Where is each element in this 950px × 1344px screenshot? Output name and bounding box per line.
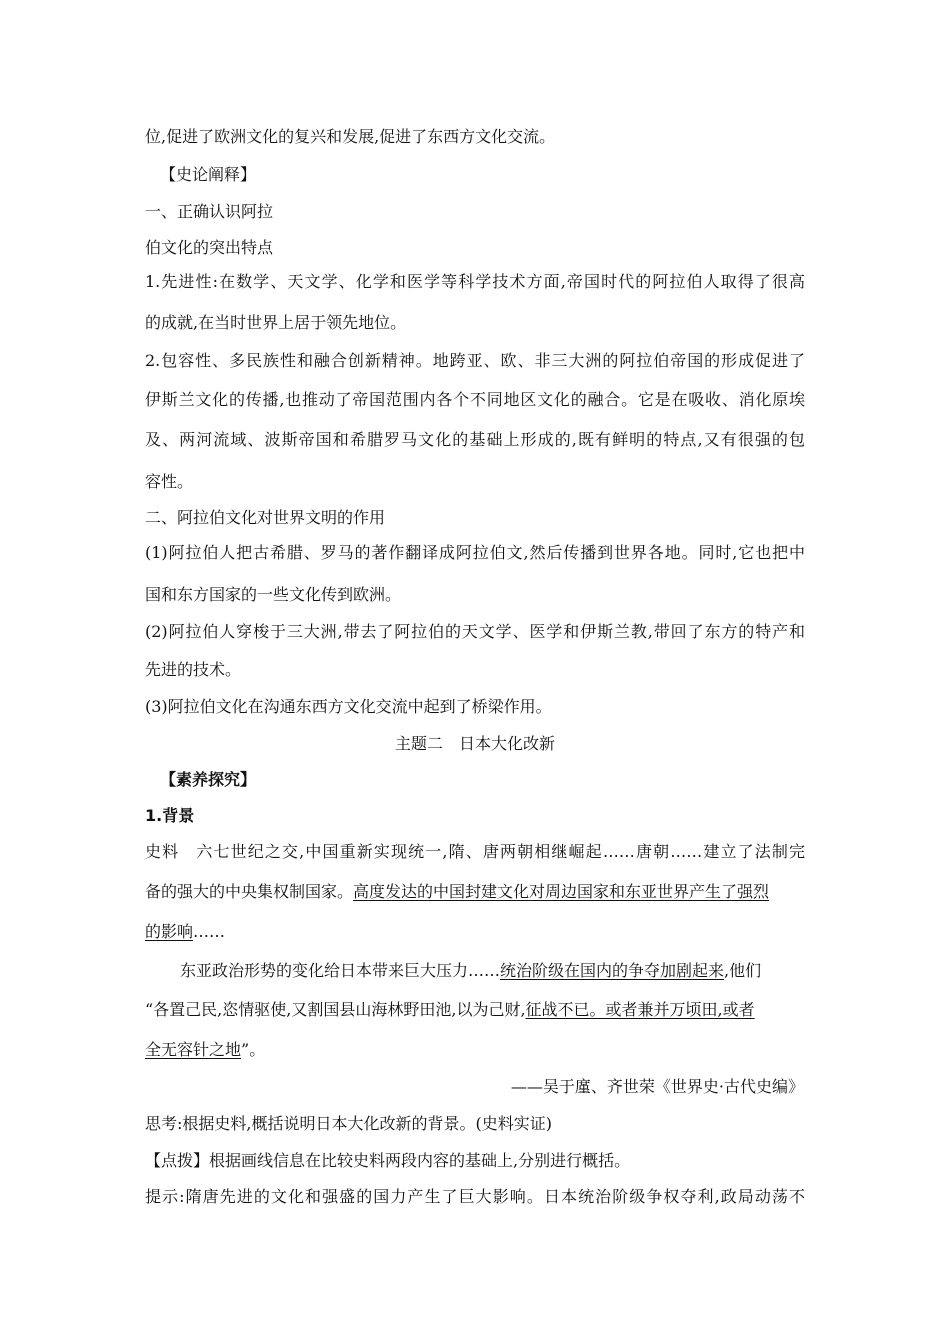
section-heading-shilun: 【史论阐释】 xyxy=(160,165,257,184)
hint-text: 【点拨】根据画线信息在比较史料两段内容的基础上,分别进行概括。 xyxy=(145,1151,631,1170)
underlined-text: 全无容针之地 xyxy=(145,1040,242,1059)
text-line: 的成就,在当时世界上居于领先地位。 xyxy=(145,313,407,332)
source-text-line: 史料 六七世纪之交,中国重新实现统一,隋、唐两朝相继崛起……唐朝……建立了法制完 xyxy=(145,842,805,861)
subheading: 二、阿拉伯文化对世界文明的作用 xyxy=(145,508,386,527)
text-line: 1.先进性:在数学、天文学、化学和医学等科学技术方面,帝国时代的阿拉伯人取得了很高 xyxy=(145,272,805,291)
text-line: 位,促进了欧洲文化的复兴和发展,促进了东西方文化交流。 xyxy=(145,127,556,146)
text-line: (1)阿拉伯人把古希腊、罗马的著作翻译成阿拉伯文,然后传播到世界各地。同时,它也把中 xyxy=(145,543,805,562)
text-line: 2.包容性、多民族性和融合创新精神。地跨亚、欧、非三大洲的阿拉伯帝国的形成促进了 xyxy=(145,351,805,370)
text-line: 及、两河流域、波斯帝国和希腊罗马文化的基础上形成的,既有鲜明的特点,又有很强的包 xyxy=(145,430,805,449)
source-citation: ——吴于廑、齐世荣《世界史·古代史编》 xyxy=(510,1077,804,1096)
underlined-text: 统治阶级在国内的争夺加剧起来 xyxy=(500,961,725,980)
source-text-line: 备的强大的中央集权制国家。高度发达的中国封建文化对周边国家和东亚世界产生了强烈 xyxy=(145,882,770,901)
source-text-line: 的影响…… xyxy=(145,922,226,941)
source-text-line: “各置己民,恣情驱使,又割国县山海林野田池,以为己财,征战不已。或者兼并万顷田,或者 xyxy=(145,1000,755,1019)
topic-title: 主题二 日本大化改新 xyxy=(394,734,555,753)
text-line: (3)阿拉伯文化在沟通东西方文化交流中起到了桥梁作用。 xyxy=(145,697,552,716)
section-heading-suyang: 【素养探究】 xyxy=(160,770,257,789)
subheading: 一、正确认识阿拉 xyxy=(145,202,274,221)
source-text-line: 全无容针之地”。 xyxy=(145,1040,266,1059)
underlined-text: 征战不已。或者兼并万顷田,或者 xyxy=(525,1000,755,1019)
answer-text: 提示:隋唐先进的文化和强盛的国力产生了巨大影响。日本统治阶级争权夺利,政局动荡不 xyxy=(145,1187,805,1206)
text-line: 先进的技术。 xyxy=(145,660,242,679)
text-line: 伊斯兰文化的传播,也推动了帝国范围内各个不同地区文化的融合。它是在吸收、消化原埃 xyxy=(145,390,805,409)
question-text: 思考:根据史料,概括说明日本大化改新的背景。(史料实证) xyxy=(145,1114,552,1133)
underlined-text: 高度发达的中国封建文化对周边国家和东亚世界产生了强烈 xyxy=(353,882,770,901)
text-line: 容性。 xyxy=(145,472,194,491)
subheading-background: 1.背景 xyxy=(145,806,195,825)
subheading-cont: 伯文化的突出特点 xyxy=(145,238,274,257)
text-line: 国和东方国家的一些文化传到欧洲。 xyxy=(145,585,402,604)
text-line: (2)阿拉伯人穿梭于三大洲,带去了阿拉伯的天文学、医学和伊斯兰教,带回了东方的特产和 xyxy=(145,622,805,641)
source-text-line: 东亚政治形势的变化给日本带来巨大压力……统治阶级在国内的争夺加剧起来,他们 xyxy=(180,961,762,980)
underlined-text: 的影响 xyxy=(145,922,194,941)
